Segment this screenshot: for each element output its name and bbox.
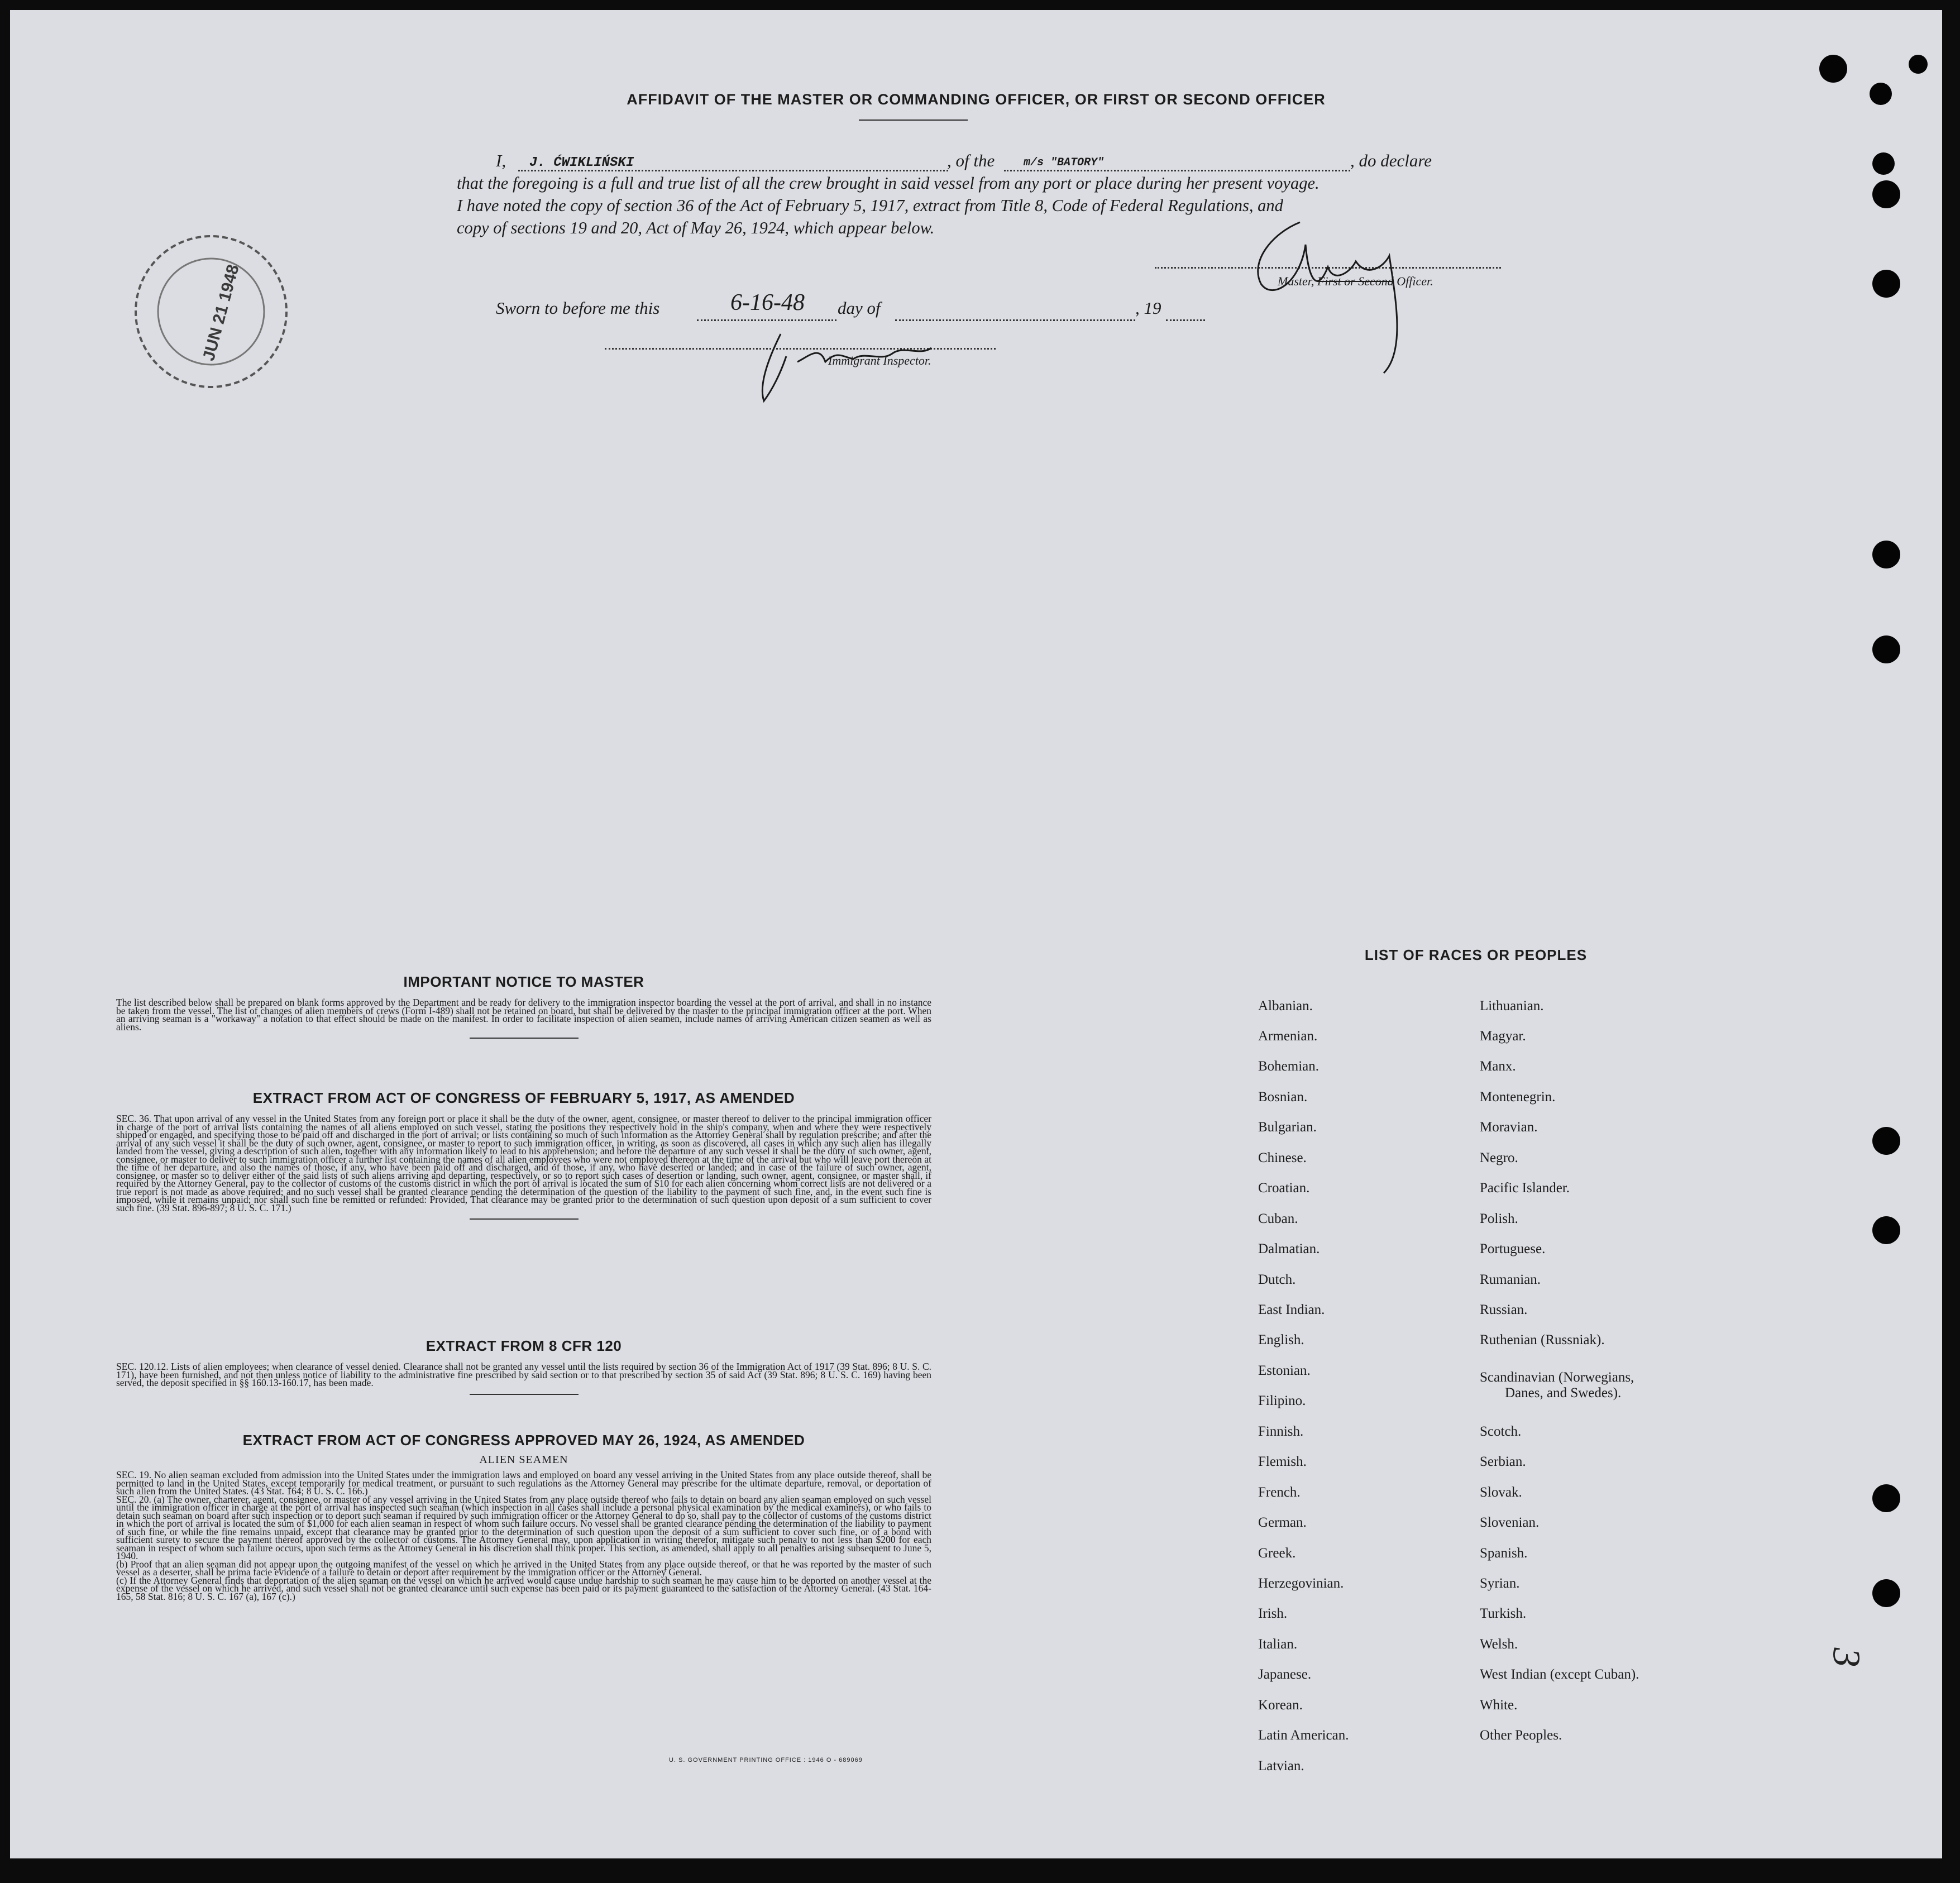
race-item: Scandinavian (Norwegians, — [1480, 1370, 1634, 1385]
master-title-label — [1278, 270, 1433, 293]
binder-hole — [1872, 541, 1900, 568]
race-item: Pacific Islander. — [1480, 1181, 1570, 1196]
race-item: Moravian. — [1480, 1120, 1538, 1135]
race-item: Negro. — [1480, 1150, 1518, 1165]
name-dotted-line — [518, 170, 948, 171]
race-item: Portuguese. — [1480, 1241, 1546, 1256]
race-item: East Indian. — [1258, 1302, 1325, 1317]
race-item: Welsh. — [1480, 1637, 1518, 1652]
extract-cfr-section — [116, 1337, 931, 1395]
race-item: German. — [1258, 1515, 1307, 1530]
notice-section — [116, 973, 931, 1039]
races-right-list — [1480, 998, 1770, 1780]
binder-hole — [1872, 1127, 1900, 1155]
extract-1924-sec20a: SEC. 20. (a) The owner, charterer, agent, consignee, or master of any vessel arriving in the United States from any place outside thereof who fails to detain on board any alien seaman employed on such vessel until the immigration officer in charge at the port of arrival has inspected such seaman (which inspection in all cases shall include a personal physical examination by the medical examiners), or who fails to detain such seaman on board after such inspection or to deport such seaman if required by such immigration officer or the Attorney General to do so, shall pay to the collector of customs of the customs district in which the port of arrival is located the sum of $1,000 for each alien seaman in respect of whom such failure occurs. No vessel shall be granted clearance pending the determination of the liability to payment of such fine, or while the fine remains unpaid, except that clearance may be granted prior to the determination of such question upon the deposit of a sum sufficient to cover such fine, or of a bond with sufficient surety to secure the payment thereof approved by the collector of customs. The Attorney General may, upon application in writing therefor, mitigate such penalty to not less than $200 for each seaman in respect of whom such failure occurs, upon such terms as the Attorney General in his discretion shall think proper. This section, as amended, shall apply to all penalties arising subsequent to June 5, 1940. — [116, 1493, 931, 1561]
race-item: Korean. — [1258, 1698, 1303, 1713]
race-item: Irish. — [1258, 1606, 1288, 1621]
sworn-date-line — [697, 319, 836, 321]
extract-1924-title: EXTRACT FROM ACT OF CONGRESS APPROVED MAY 26, 1924, AS AMENDED — [242, 1432, 805, 1449]
race-item: Manx. — [1480, 1059, 1516, 1074]
affidavit-of-the-label: , of the — [947, 151, 995, 170]
document-page — [10, 10, 1942, 1858]
races-left-list — [1258, 998, 1481, 1780]
race-item: Estonian. — [1258, 1363, 1311, 1378]
binder-hole — [1872, 1216, 1900, 1244]
race-item: Danes, and Swedes). — [1505, 1385, 1622, 1401]
vessel-dotted-line — [1004, 170, 1350, 171]
race-item: Scotch. — [1480, 1424, 1522, 1439]
sworn-prefix: Sworn to before me this — [496, 298, 660, 318]
race-item: Rumanian. — [1480, 1272, 1541, 1287]
race-item: Montenegrin. — [1480, 1089, 1556, 1105]
extract-cfr-title: EXTRACT FROM 8 CFR 120 — [426, 1337, 622, 1354]
race-item: Greek. — [1258, 1546, 1296, 1561]
race-item: Filipino. — [1258, 1393, 1306, 1408]
affidavit-line2: that the foregoing is a full and true list of all the crew brought in said vessel from any port or place during her present voyage. — [457, 174, 1320, 193]
race-item: Albanian. — [1258, 998, 1313, 1014]
vessel-name-typed: m/s "BATORY" — [1024, 156, 1105, 169]
race-item: Serbian. — [1480, 1454, 1526, 1469]
race-item: Bosnian. — [1258, 1089, 1308, 1105]
race-item: White. — [1480, 1698, 1518, 1713]
binder-hole — [1909, 55, 1928, 74]
affidavit-line4: copy of sections 19 and 20, Act of May 26, 1924, which appear below. — [457, 218, 935, 237]
race-item: Slovak. — [1480, 1485, 1522, 1500]
binder-hole — [1872, 180, 1900, 208]
notice-title: IMPORTANT NOTICE TO MASTER — [403, 973, 644, 990]
race-item: Other Peoples. — [1480, 1728, 1562, 1743]
race-item: French. — [1258, 1485, 1301, 1500]
race-item: Finnish. — [1258, 1424, 1304, 1439]
binder-hole — [1872, 635, 1900, 663]
sworn-date: 6-16-48 — [730, 290, 805, 316]
title-underline — [859, 120, 968, 121]
race-item: Spanish. — [1480, 1546, 1528, 1561]
race-item: Syrian. — [1480, 1576, 1520, 1591]
race-item: Chinese. — [1258, 1150, 1307, 1165]
race-item: Lithuanian. — [1480, 998, 1544, 1014]
race-item: Bulgarian. — [1258, 1120, 1317, 1135]
extract-1924-sec19: SEC. 19. No alien seaman excluded from admission into the United States under the immigration laws and employed on board any vessel arriving in the United States from any place outside thereof, shall be permitted to land in the United States, except temporarily for medical treatment, or pursuant to such regulations as the Attorney General may prescribe for the ultimate departure, removal, or deportation of such alien from the United States. (43 Stat. 164; 8 U. S. C. 166.) — [116, 1469, 931, 1497]
race-item: Armenian. — [1258, 1029, 1318, 1044]
master-label-prefix: Master, — [1278, 274, 1317, 288]
race-item: Herzegovinian. — [1258, 1576, 1344, 1591]
race-item: Magyar. — [1480, 1029, 1526, 1044]
race-item: Cuban. — [1258, 1211, 1298, 1226]
extract-cfr-divider — [470, 1394, 579, 1395]
notice-divider — [470, 1038, 579, 1039]
extract-1917-section — [116, 1089, 931, 1220]
race-item: Italian. — [1258, 1637, 1298, 1652]
race-item: Polish. — [1480, 1211, 1518, 1226]
affidavit-title: AFFIDAVIT OF THE MASTER OR COMMANDING OFFICER, OR FIRST OR SECOND OFFICER — [627, 91, 1326, 108]
master-label-suffix: Officer. — [1393, 274, 1433, 288]
immigration-stamp — [127, 228, 295, 395]
notice-body: The list described below shall be prepared on blank forms approved by the Department and be ready for delivery to the immigration inspector boarding the vessel at the port of arrival, and shall in no instance be taken from the vessel. The list of changes of alien members of crews (Form I-489) shall not be retained on board, but shall be delivered by the master to the principal immigration officer at the port. When an arriving seaman is a "workaway" a notation to that effect should be made on the manifest. In order to facilitate inspection of alien seamen, include names of arriving American citizen seamen as well as aliens. — [116, 997, 931, 1033]
extract-cfr-body: SEC. 120.12. Lists of alien employees; when clearance of vessel denied. Clearance shall not be granted any vessel until the lists required by section 36 of the Immigration Act of 1917 (39 Stat. 896; 8 U. S. C. 171), have been furnished, and not then unless notice of liability to the administrative fine prescribed by said section or to that prescribed by section 35 of said Act (39 Stat. 896; 8 U. S. C. 169) having been served, the deposit specified in §§ 160.13-160.17, has been made. — [116, 1361, 931, 1388]
sworn-year: , 19 — [1135, 298, 1161, 318]
sworn-dayof: day of — [838, 298, 881, 318]
printer-imprint: U. S. GOVERNMENT PRINTING OFFICE : 1946 O - 689069 — [669, 1757, 863, 1763]
race-item: Turkish. — [1480, 1606, 1527, 1621]
race-item: Russian. — [1480, 1302, 1528, 1317]
extract-1924-sec20c: (c) If the Attorney General finds that deportation of the alien seaman on the vessel on which he arrived would cause undue hardship to such seaman he may cause him to be deported on another vessel at the expense of the vessel on which he arrived, and such vessel shall not be granted clearance until such expense has been paid or its payment guaranteed to the satisfaction of the Attorney General. (43 Stat. 164-165, 58 Stat. 816; 8 U. S. C. 167 (a), 167 (c).) — [116, 1574, 931, 1602]
extract-1917-divider — [470, 1218, 579, 1220]
master-name-typed: J. ĆWIKLIŃSKI — [529, 155, 634, 170]
race-item: English. — [1258, 1332, 1304, 1347]
race-item: Slovenian. — [1480, 1515, 1540, 1530]
binder-hole — [1819, 55, 1847, 83]
race-item: Latin American. — [1258, 1728, 1349, 1743]
extract-1924-section — [116, 1432, 931, 1600]
extract-1917-title: EXTRACT FROM ACT OF CONGRESS OF FEBRUARY 5, 1917, AS AMENDED — [252, 1089, 795, 1106]
binder-hole — [1872, 1484, 1900, 1512]
inspector-label: Immigrant Inspector. — [828, 353, 931, 367]
extract-1924-sec20b: (b) Proof that an alien seaman did not appear upon the outgoing manifest of the vessel on which he arrived in the United States from any place outside thereof, or that he was reported by the master of such vessel as a deserter, shall be prima facie evidence of a failure to detain or deport after requirement by the immigration officer or the Attorney General. — [116, 1558, 931, 1578]
binder-hole — [1872, 152, 1895, 175]
race-item: Latvian. — [1258, 1758, 1304, 1774]
race-item: Flemish. — [1258, 1454, 1307, 1469]
race-item: Dutch. — [1258, 1272, 1296, 1287]
affidavit-i-label: I, — [496, 151, 506, 170]
extract-1917-body: SEC. 36. That upon arrival of any vessel in the United States from any foreign port or place it shall be the duty of the owner, agent, consignee, or master thereof to deliver to the principal immigration officer in charge of the port of arrival lists containing the names of all aliens employed on such vessel, stating the positions they respectively hold in the ship's company, when and where they were respectively shipped or engaged, and specifying those to be paid off and discharged in the port of arrival; or lists containing so much of such information as the Attorney General shall by regulation prescribe; and after the arrival of any such vessel it shall be the duty of such owner, agent, consignee, or master to report to such immigration officer, in writing, as soon as discovered, all cases in which any such alien has illegally landed from the vessel, giving a description of such alien, together with any information likely to lead to his apprehension; and before the departure of any such vessel it shall be the duty of such owner, agent, consignee, or master to deliver to such immigration officer a further list containing the names of all alien employees who were not employed thereon at the time of the arrival but who will leave port thereon at the time of her departure, and also the names of those, if any, who have been paid off and discharged, and of those, if any, who have deserted or landed; and in case of the failure of such owner, agent, consignee, or master so to deliver either of the said lists of such aliens arriving and departing, respectively, or so to report such cases of desertion or landing, such owner, agent, consignee, or master shall, if required by the Attorney General, pay to the collector of customs of the customs district in which the port of arrival is located the sum of $10 for each alien concerning whom correct lists are not delivered or a true report is not made as above required; and no such vessel shall be granted clearance pending the determination of the question of the liability to the payment of such fine, and, in the event such fine is imposed, while it remains unpaid; nor shall such fine be remitted or refunded: Provided, That clearance may be granted prior to the determination of such question upon deposit of a sum sufficient to cover such fine. (39 Stat. 896-897; 8 U. S. C. 171.) — [116, 1113, 931, 1213]
race-item: Ruthenian (Russniak). — [1480, 1332, 1605, 1347]
race-item: Bohemian. — [1258, 1059, 1320, 1074]
affidavit-declare-label: , do declare — [1350, 151, 1432, 170]
sworn-year-line — [1166, 319, 1205, 321]
affidavit-line1 — [496, 150, 1534, 174]
races-title: LIST OF RACES OR PEOPLES — [1364, 947, 1588, 963]
race-item: Dalmatian. — [1258, 1241, 1320, 1256]
sworn-line — [496, 290, 1278, 323]
race-item: Japanese. — [1258, 1667, 1312, 1682]
affidavit-line3: I have noted the copy of section 36 of the Act of February 5, 1917, extract from Title 8, Code of Federal Regulations, and — [457, 196, 1283, 215]
extract-1924-subtitle: ALIEN SEAMEN — [479, 1454, 568, 1466]
binder-hole — [1872, 1579, 1900, 1607]
master-label-struck: First or Second — [1317, 274, 1394, 288]
sworn-month-line — [895, 319, 1135, 321]
race-item: Croatian. — [1258, 1181, 1310, 1196]
race-item: West Indian (except Cuban). — [1480, 1667, 1639, 1682]
margin-handwritten-note: 3 — [1824, 1647, 1868, 1667]
binder-hole — [1872, 270, 1900, 298]
stamp-date: JUN 21 1948 — [199, 262, 243, 363]
